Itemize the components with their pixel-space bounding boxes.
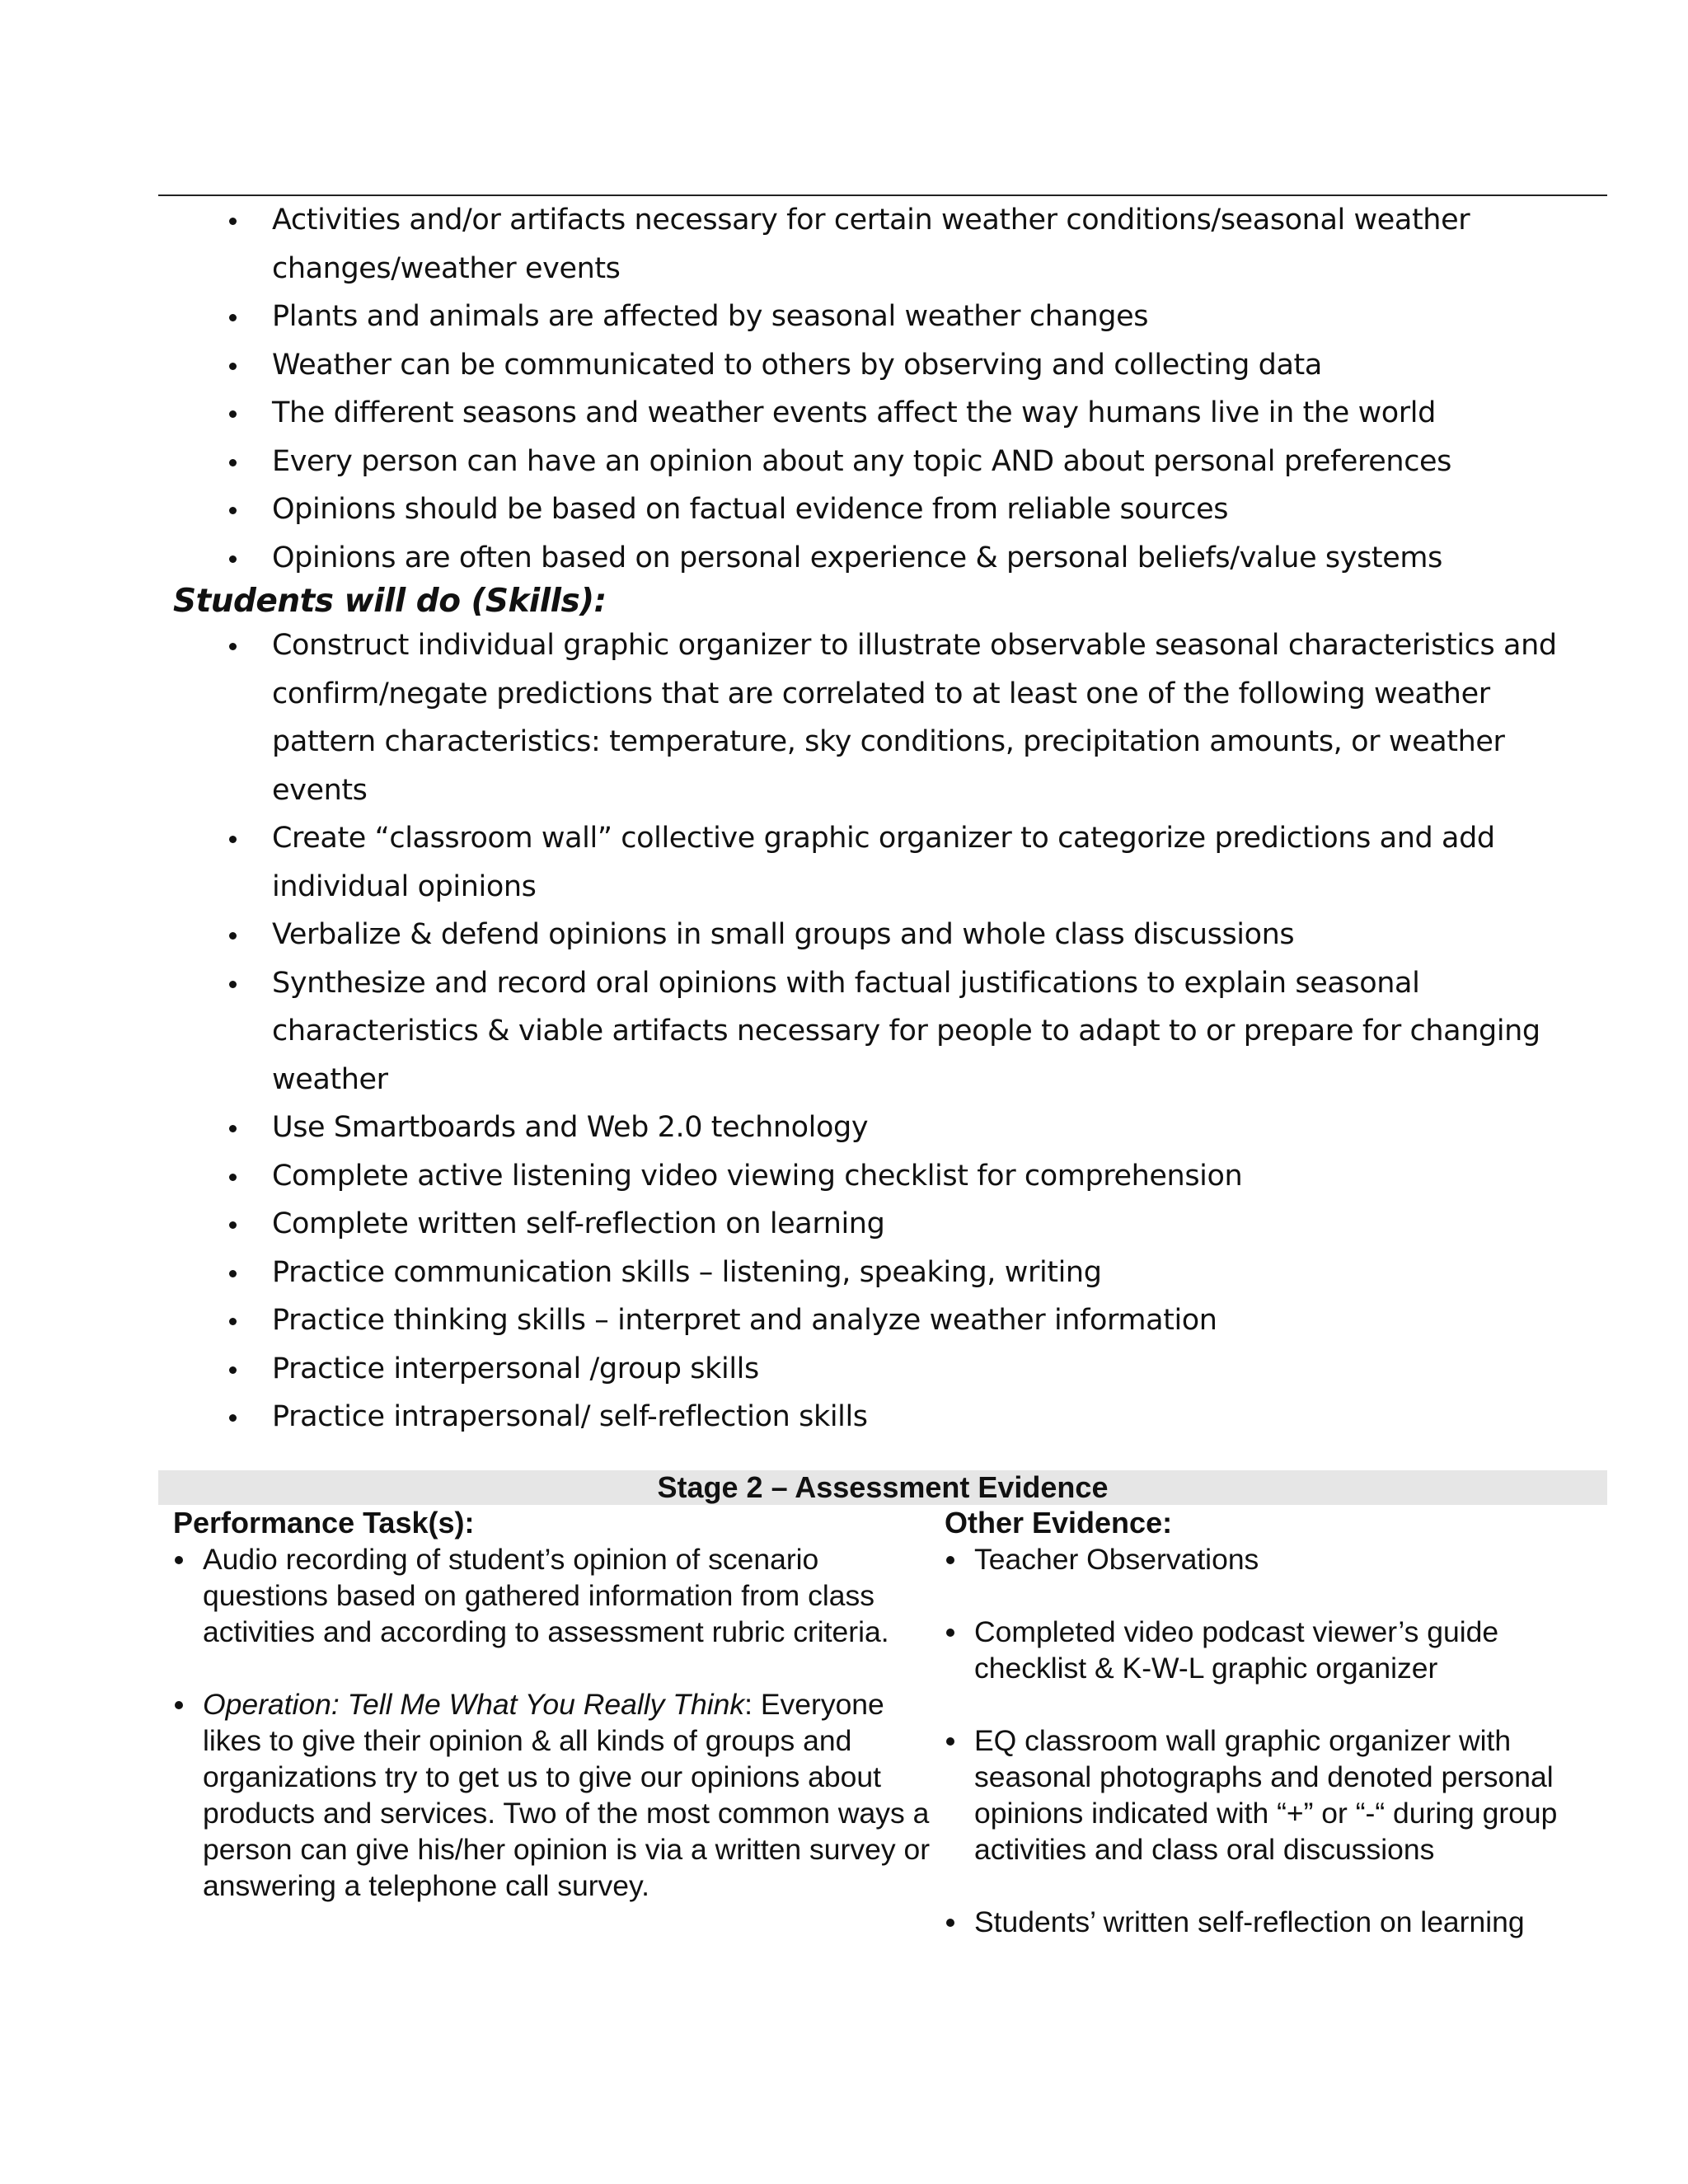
bullet-icon <box>229 1221 237 1229</box>
bullet-icon <box>946 1737 954 1746</box>
skills-heading: Students will do (Skills): <box>173 583 607 620</box>
list-item: Opinions are often based on personal experience & personal beliefs/value systems <box>224 534 1592 583</box>
list-item: Verbalize & defend opinions in small groups and whole class discussions <box>224 911 1592 959</box>
understandings-list <box>224 196 1592 582</box>
list-item: Operation: Tell Me What You Really Think: Everyone likes to give their opinion & all kinds of groups and organizations try to get us to give our opinions about products and services. Two of the most common ways a person can give his/her opinion is via a written survey or answering a telephone call survey. <box>173 1686 931 1904</box>
bullet-icon <box>229 218 237 225</box>
bullet-icon <box>946 1919 954 1927</box>
list-item: EQ classroom wall graphic organizer with seasonal photographs and denoted personal opinions indicated with “+” or “-“ during group activities and class oral discussions <box>945 1722 1596 1868</box>
bullet-icon <box>229 410 237 418</box>
bullet-icon <box>946 1556 954 1564</box>
other-evidence-list <box>945 1541 1596 1940</box>
bullet-icon <box>229 363 237 370</box>
bullet-icon <box>229 981 237 988</box>
list-item: Practice communication skills – listening, speaking, writing <box>224 1249 1592 1297</box>
bullet-icon <box>229 507 237 514</box>
list-item: Complete written self-reflection on learning <box>224 1200 1592 1249</box>
performance-tasks-heading: Performance Task(s): <box>173 1506 475 1540</box>
list-item: Audio recording of student’s opinion of scenario questions based on gathered information from class activities and according to assessment rubric criteria. <box>173 1541 931 1650</box>
list-item: Weather can be communicated to others by observing and collecting data <box>224 341 1592 390</box>
list-item: Every person can have an opinion about any topic AND about personal preferences <box>224 438 1592 486</box>
list-item: Students’ written self-reflection on learning <box>945 1904 1596 1940</box>
skills-list <box>224 621 1592 1441</box>
task-title: Operation: Tell Me What You Really Think <box>203 1688 745 1721</box>
list-item: The different seasons and weather events affect the way humans live in the world <box>224 389 1592 438</box>
list-item: Practice interpersonal /group skills <box>224 1345 1592 1394</box>
bullet-icon <box>946 1629 954 1637</box>
list-item: Practice intrapersonal/ self-reflection skills <box>224 1393 1592 1441</box>
list-item: Complete active listening video viewing checklist for comprehension <box>224 1152 1592 1201</box>
bullet-icon <box>229 932 237 940</box>
bullet-icon <box>229 643 237 650</box>
bullet-icon <box>229 314 237 321</box>
performance-tasks-list <box>173 1541 931 1904</box>
bullet-icon <box>229 836 237 843</box>
list-item: Plants and animals are affected by seasonal weather changes <box>224 293 1592 341</box>
bullet-icon <box>175 1556 183 1564</box>
bullet-icon <box>229 1270 237 1277</box>
list-item: Activities and/or artifacts necessary for certain weather conditions/seasonal weather changes/weather events <box>224 196 1592 293</box>
bullet-icon <box>229 1318 237 1325</box>
list-item: Use Smartboards and Web 2.0 technology <box>224 1104 1592 1152</box>
list-item: Completed video podcast viewer’s guide checklist & K-W-L graphic organizer <box>945 1614 1596 1686</box>
other-evidence-heading: Other Evidence: <box>945 1506 1173 1540</box>
list-item: Construct individual graphic organizer to illustrate observable seasonal characteristics and confirm/negate predictions that are correlated to at least one of the following weather pattern characteristics: temperature, sky conditions, precipitation amounts, or weather events <box>224 621 1592 814</box>
bullet-icon <box>229 1174 237 1181</box>
bullet-icon <box>229 1414 237 1422</box>
bullet-icon <box>229 459 237 466</box>
bullet-icon <box>175 1701 183 1709</box>
bullet-icon <box>229 1366 237 1374</box>
other-evidence-column <box>945 1505 1596 1940</box>
list-item: Synthesize and record oral opinions with factual justifications to explain seasonal characteristics & viable artifacts necessary for people to adapt to or prepare for changing weather <box>224 959 1592 1104</box>
list-item: Create “classroom wall” collective graphic organizer to categorize predictions and add individual opinions <box>224 814 1592 911</box>
performance-tasks-column <box>173 1505 931 1904</box>
list-item: Opinions should be based on factual evidence from reliable sources <box>224 485 1592 534</box>
list-item: Teacher Observations <box>945 1541 1596 1577</box>
bullet-icon <box>229 1125 237 1132</box>
stage-2-header: Stage 2 – Assessment Evidence <box>158 1470 1607 1505</box>
bullet-icon <box>229 555 237 563</box>
list-item: Practice thinking skills – interpret and analyze weather information <box>224 1296 1592 1345</box>
